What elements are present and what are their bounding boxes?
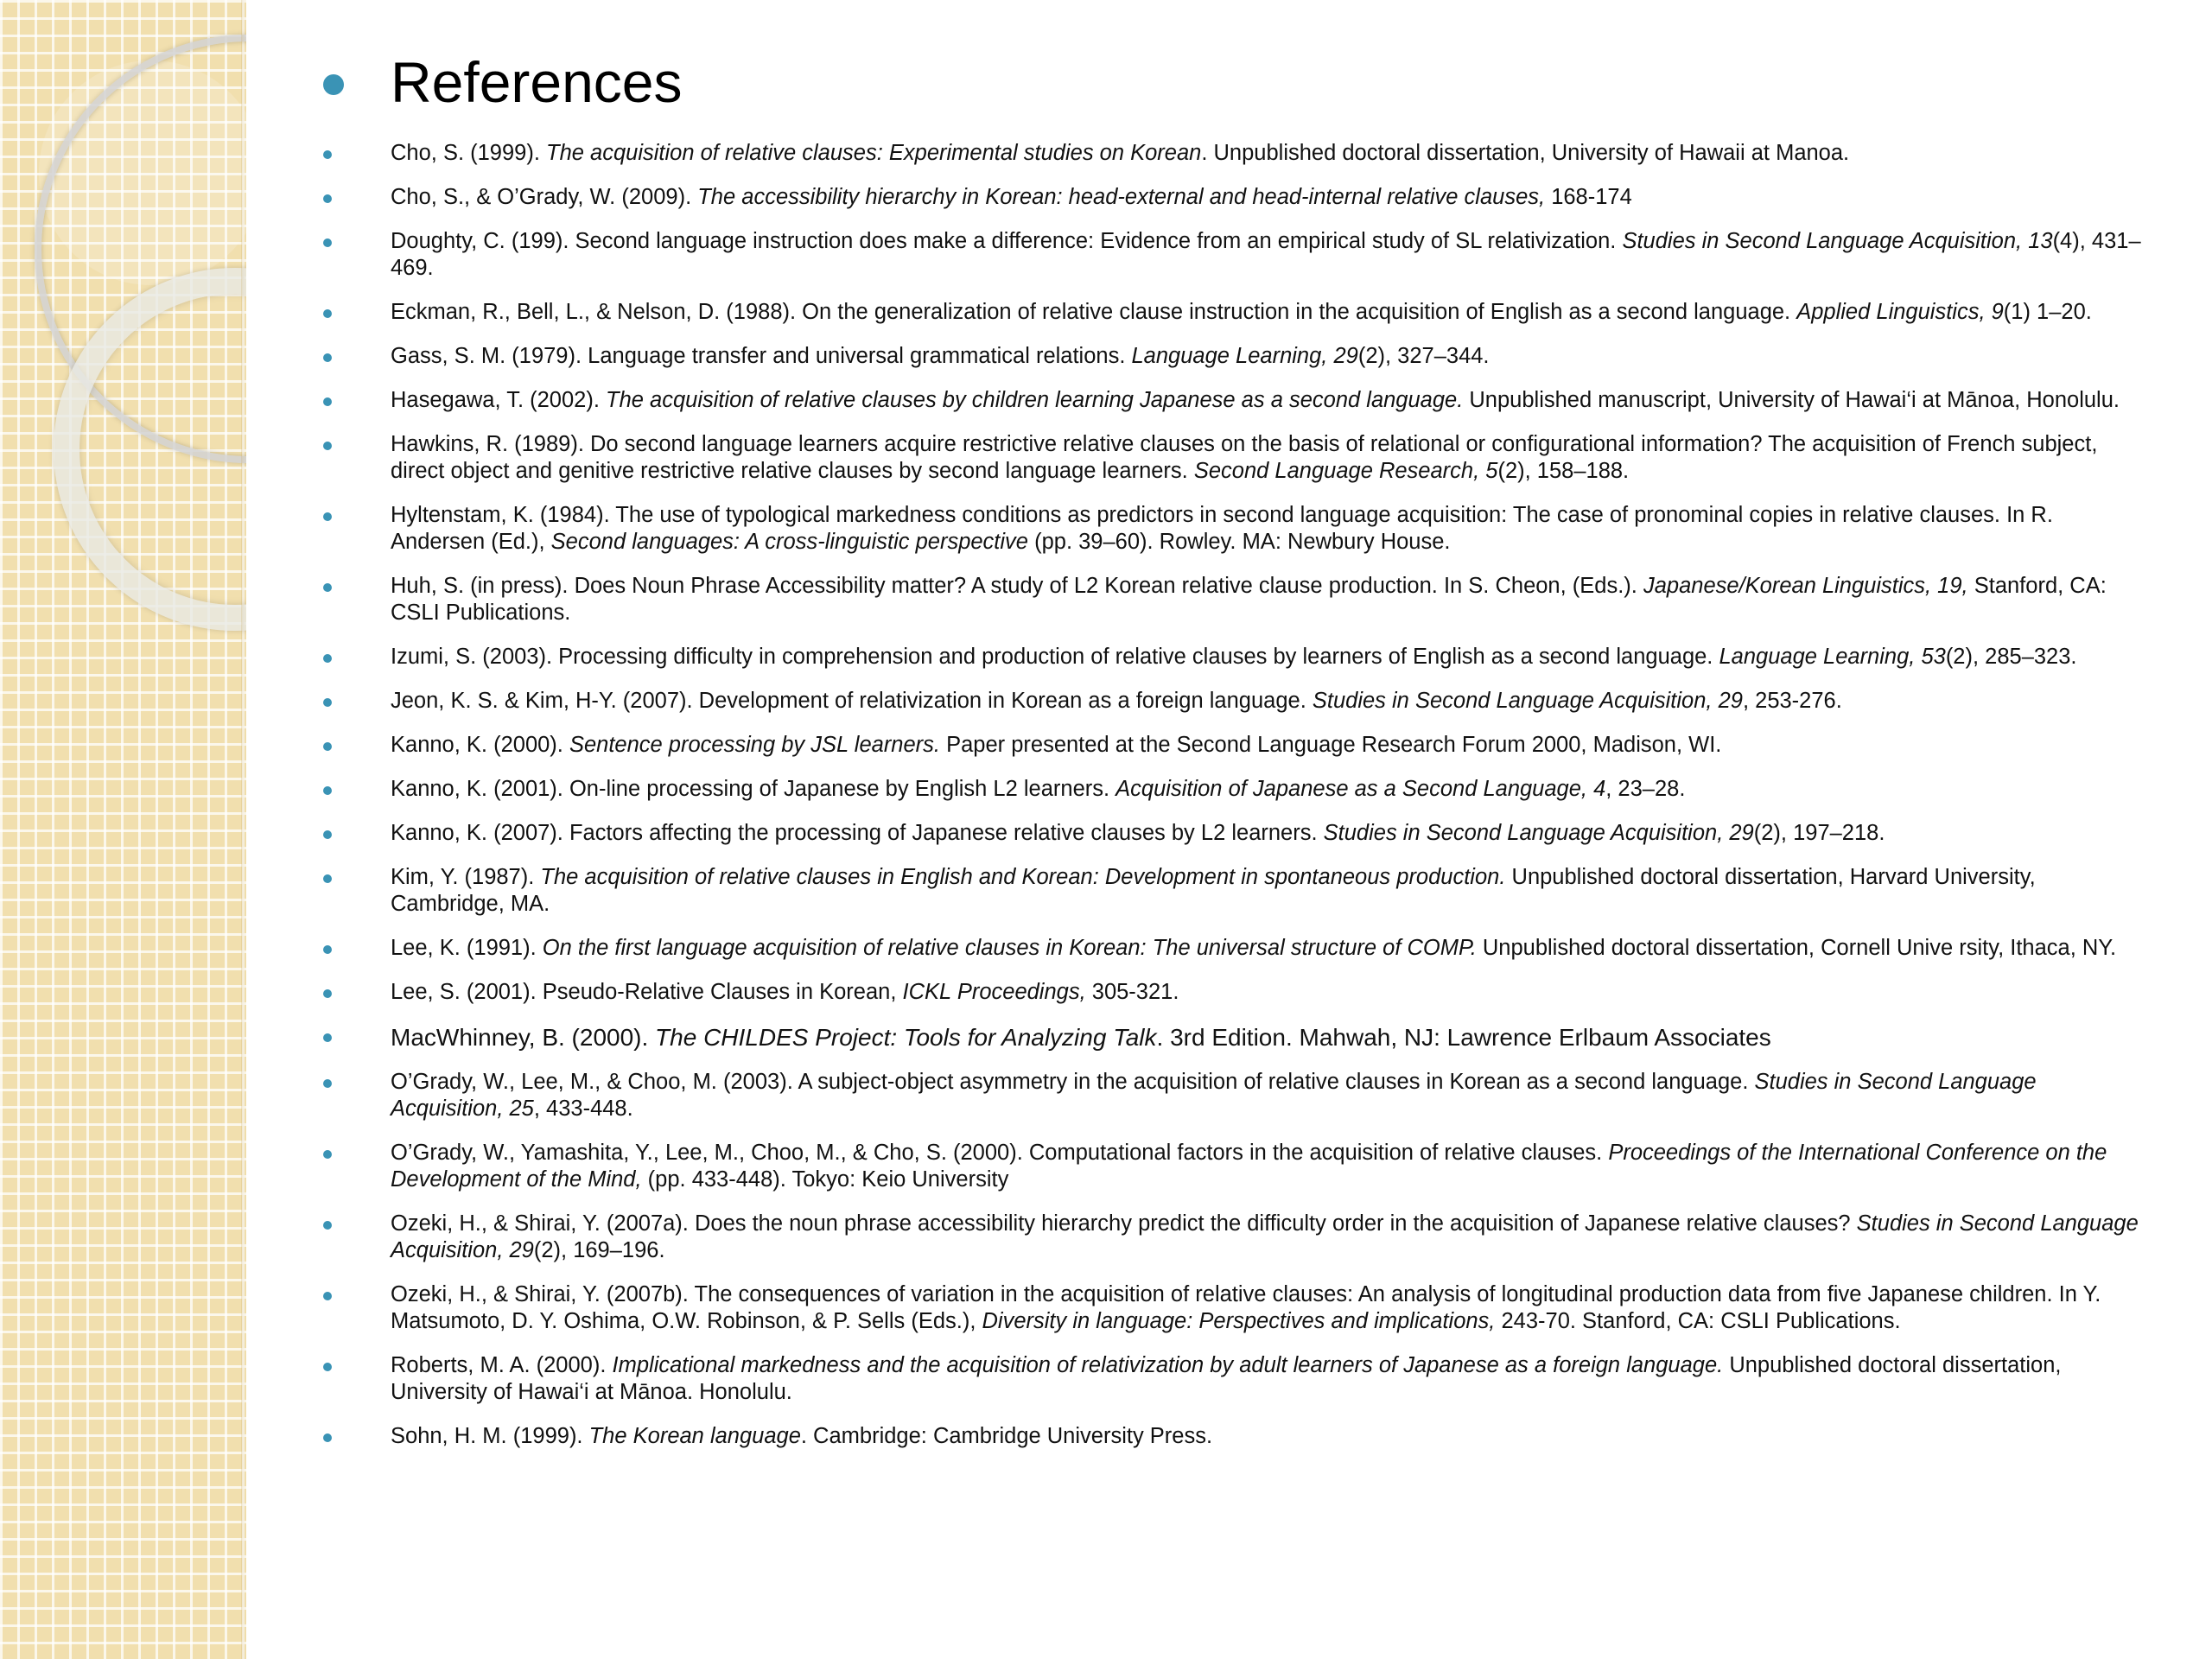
bullet-icon [323, 309, 332, 318]
reference-text: Sohn, H. M. (1999). [391, 1424, 589, 1448]
reference-text: Lee, K. (1991). [391, 936, 543, 960]
reference-text: Lee, S. (2001). Pseudo-Relative Clauses in Korean, [391, 980, 903, 1004]
reference-text: 305-321. [1085, 980, 1179, 1004]
reference-italic-text: On the first language acquisition of relative clauses in Korean: The universal structure of COMP. [542, 936, 1477, 960]
reference-text: Kanno, K. (2007). Factors affecting the processing of Japanese relative clauses by L2 learners. [391, 821, 1324, 845]
reference-text: Izumi, S. (2003). Processing difficulty in comprehension and production of relative clauses by learners of English as a second language. [391, 645, 1719, 669]
title-row [311, 43, 2152, 123]
reference-item [311, 1423, 2152, 1450]
reference-italic-text: Second Language Research, 5 [1193, 459, 1498, 483]
reference-text: Huh, S. (in press). Does Noun Phrase Accessibility matter? A study of L2 Korean relative clause production. In S. Cheon, (Eds.). [391, 574, 1643, 598]
reference-item [311, 1069, 2152, 1122]
reference-text: Cho, S., & O’Grady, W. (2009). [391, 185, 698, 209]
reference-italic-text: The accessibility hierarchy in Korean: head-external and head-internal relative clauses, [697, 185, 1546, 209]
reference-item [311, 935, 2152, 962]
reference-text: (2), 285–323. [1945, 645, 2077, 669]
reference-italic-text: Implicational markedness and the acquisition of relativization by adult learners of Japanese as a foreign language. [612, 1353, 1724, 1377]
reference-text: Hawkins, R. (1989). Do second language learners acquire restrictive relative clauses on the basis of relational or configurational information? The acquisition of French subject, direct object and genitive restrictive relative clauses by second language learners. [391, 432, 2098, 483]
bullet-icon [323, 1079, 332, 1088]
reference-text: . Cambridge: Cambridge University Press. [800, 1424, 1213, 1448]
reference-italic-text: Japanese/Korean Linguistics, 19, [1643, 574, 1968, 598]
reference-item [311, 573, 2152, 626]
reference-italic-text: Studies in Second Language Acquisition, 29 [391, 1211, 2139, 1262]
reference-text: (pp. 39–60). Rowley. MA: Newbury House. [1028, 530, 1451, 554]
reference-text: Unpublished manuscript, University of Hawai‘i at Mānoa, Honolulu. [1463, 388, 2120, 412]
reference-italic-text: Sentence processing by JSL learners. [569, 733, 940, 757]
reference-text: , 23–28. [1605, 777, 1686, 801]
reference-text: Unpublished doctoral dissertation, Cornell Unive rsity, Ithaca, NY. [1476, 936, 2117, 960]
reference-item [311, 864, 2152, 918]
reference-item [311, 1140, 2152, 1193]
reference-text: Unpublished doctoral dissertation, University of Hawai‘i at Mānoa. Honolulu. [391, 1353, 2062, 1404]
reference-italic-text: Acquisition of Japanese as a Second Language, 4 [1116, 777, 1606, 801]
reference-italic-text: Applied Linguistics, 9 [1796, 300, 2004, 324]
bullet-icon [323, 786, 332, 795]
reference-text: , 433-448. [533, 1096, 633, 1121]
reference-italic-text: The acquisition of relative clauses by children learning Japanese as a second language. [606, 388, 1464, 412]
reference-italic-text: The CHILDES Project: Tools for Analyzing Talk [655, 1024, 1157, 1051]
bullet-icon [323, 150, 332, 159]
reference-text: Cho, S. (1999). [391, 141, 547, 165]
reference-item [311, 688, 2152, 715]
reference-italic-text: Studies in Second Language Acquisition, 29 [1312, 689, 1743, 713]
bullet-icon [323, 742, 332, 751]
reference-item [311, 1023, 2152, 1052]
reference-italic-text: Studies in Second Language Acquisition, 13 [1622, 229, 2053, 253]
bullet-icon [323, 442, 332, 450]
reference-italic-text: The Korean language [588, 1424, 801, 1448]
reference-item [311, 820, 2152, 847]
reference-italic-text: Language Learning, 29 [1131, 344, 1358, 368]
slide-title: References [391, 50, 683, 114]
reference-text: O’Grady, W., Lee, M., & Choo, M. (2003). A subject-object asymmetry in the acquisition of relative clauses in Korean as a second language. [391, 1070, 1755, 1094]
reference-italic-text: Language Learning, 53 [1719, 645, 1946, 669]
bullet-icon [323, 353, 332, 362]
reference-item [311, 184, 2152, 211]
bullet-icon [323, 1363, 332, 1371]
reference-text: Stanford, CA: CSLI Publications. [391, 574, 2107, 625]
reference-text: Ozeki, H., & Shirai, Y. (2007b). The consequences of variation in the acquisition of relative clauses: An analysis of longitudinal production data from five Japanese children. In Y. Matsumoto, D. Y. Oshima, O.W. Robinson, & P. Sells (Eds.), [391, 1282, 2101, 1333]
reference-item [311, 776, 2152, 803]
reference-italic-text: Diversity in language: Perspectives and implications, [982, 1309, 1496, 1333]
reference-italic-text: Studies in Second Language Acquisition, 25 [391, 1070, 2037, 1121]
reference-text: , 253-276. [1742, 689, 1842, 713]
reference-text: Eckman, R., Bell, L., & Nelson, D. (1988). On the generalization of relative clause instruction in the acquisition of English as a second language. [391, 300, 1797, 324]
reference-item [311, 644, 2152, 671]
reference-text: Kim, Y. (1987). [391, 865, 541, 889]
reference-text: (2), 158–188. [1497, 459, 1630, 483]
bullet-icon [323, 512, 332, 521]
bullet-icon [323, 1221, 332, 1230]
bullet-icon [323, 1033, 332, 1042]
bullet-icon [323, 1150, 332, 1159]
reference-italic-text: Second languages: A cross-linguistic perspective [550, 530, 1028, 554]
reference-item [311, 299, 2152, 326]
bullet-icon [323, 830, 332, 839]
bullet-icon [323, 698, 332, 707]
bullet-icon [323, 654, 332, 663]
reference-item [311, 1281, 2152, 1335]
bullet-icon [323, 1433, 332, 1442]
reference-text: (1) 1–20. [2003, 300, 2092, 324]
decorative-sidebar [0, 0, 246, 1659]
reference-text: (4), 431–469. [391, 229, 2141, 280]
reference-text: Gass, S. M. (1979). Language transfer and universal grammatical relations. [391, 344, 1132, 368]
reference-item [311, 1352, 2152, 1406]
reference-text: . Unpublished doctoral dissertation, University of Hawaii at Manoa. [1201, 141, 1850, 165]
reference-text: O’Grady, W., Yamashita, Y., Lee, M., Choo, M., & Cho, S. (2000). Computational factors in the acquisition of relative clauses. [391, 1141, 1609, 1165]
reference-italic-text: ICKL Proceedings, [902, 980, 1086, 1004]
reference-item [311, 431, 2152, 485]
reference-item [311, 228, 2152, 282]
reference-text: Hyltenstam, K. (1984). The use of typological markedness conditions as predictors in second language acquisition: The case of pronominal copies in relative clauses. In R. Andersen (Ed.), [391, 503, 2053, 554]
reference-text: Doughty, C. (199). Second language instruction does make a difference: Evidence from an empirical study of SL relativization. [391, 229, 1623, 253]
reference-text: Kanno, K. (2001). On-line processing of Japanese by English L2 learners. [391, 777, 1116, 801]
bullet-icon [323, 238, 332, 247]
bullet-icon [323, 583, 332, 592]
bullet-icon [323, 874, 332, 883]
reference-item [311, 732, 2152, 759]
reference-text: Paper presented at the Second Language Research Forum 2000, Madison, WI. [940, 733, 1722, 757]
reference-text: (2), 327–344. [1357, 344, 1490, 368]
reference-italic-text: Studies in Second Language Acquisition, 29 [1323, 821, 1754, 845]
bullet-icon [323, 989, 332, 998]
reference-text: (2), 197–218. [1753, 821, 1885, 845]
reference-item [311, 502, 2152, 556]
reference-item [311, 1211, 2152, 1264]
reference-text: Kanno, K. (2000). [391, 733, 569, 757]
reference-item [311, 387, 2152, 414]
reference-text: (pp. 433-448). Tokyo: Keio University [641, 1167, 1009, 1192]
slide-content [311, 43, 2152, 1467]
reference-text: Ozeki, H., & Shirai, Y. (2007a). Does the noun phrase accessibility hierarchy predict the difficulty order in the acquisition of Japanese relative clauses? [391, 1211, 1857, 1236]
reference-italic-text: Proceedings of the International Conference on the Development of the Mind, [391, 1141, 2107, 1192]
reference-text: Jeon, K. S. & Kim, H-Y. (2007). Development of relativization in Korean as a foreign language. [391, 689, 1313, 713]
reference-text: MacWhinney, B. (2000). [391, 1024, 656, 1051]
reference-text: . 3rd Edition. Mahwah, NJ: Lawrence Erlbaum Associates [1156, 1024, 1771, 1051]
reference-text: Roberts, M. A. (2000). [391, 1353, 613, 1377]
reference-text: 243-70. Stanford, CA: CSLI Publications. [1495, 1309, 1901, 1333]
bullet-icon [323, 74, 344, 95]
reference-text: Unpublished doctoral dissertation, Harvard University, Cambridge, MA. [391, 865, 2036, 916]
bullet-icon [323, 194, 332, 203]
bullet-icon [323, 1292, 332, 1300]
reference-italic-text: The acquisition of relative clauses in English and Korean: Development in spontaneous production. [540, 865, 1506, 889]
reference-item [311, 979, 2152, 1006]
reference-text: 168-174 [1545, 185, 1632, 209]
reference-text: (2), 169–196. [533, 1238, 665, 1262]
reference-list [311, 140, 2152, 1450]
bullet-icon [323, 397, 332, 406]
reference-italic-text: The acquisition of relative clauses: Experimental studies on Korean [546, 141, 1202, 165]
bullet-icon [323, 945, 332, 954]
reference-item [311, 343, 2152, 370]
reference-text: Hasegawa, T. (2002). [391, 388, 606, 412]
reference-item [311, 140, 2152, 167]
